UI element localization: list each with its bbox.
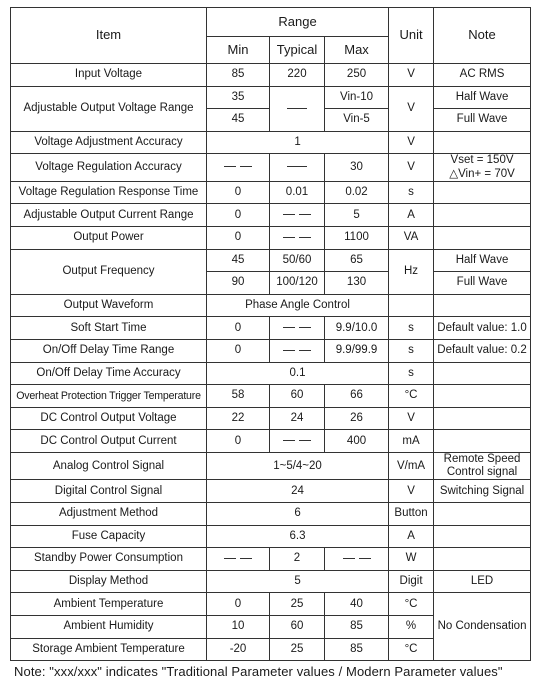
table-row bbox=[11, 181, 531, 204]
min-cell: 0 bbox=[207, 181, 270, 204]
spec-table bbox=[10, 7, 531, 661]
table-row bbox=[11, 317, 531, 340]
dash-mark bbox=[224, 558, 236, 559]
note-cell: AC RMS bbox=[434, 64, 531, 87]
max-cell: 9.9/10.0 bbox=[325, 317, 389, 340]
table-row bbox=[11, 525, 531, 548]
dash-mark bbox=[287, 166, 307, 167]
dash-mark bbox=[299, 327, 311, 328]
note-cell bbox=[434, 525, 531, 548]
header-max: Max bbox=[325, 37, 389, 64]
unit-cell: mA bbox=[389, 430, 434, 453]
unit-cell: Hz bbox=[389, 249, 434, 294]
item-cell: Output Waveform bbox=[11, 294, 207, 317]
unit-cell: V bbox=[389, 131, 434, 154]
range-cell: 1 bbox=[207, 131, 389, 154]
typical-cell: 2 bbox=[270, 548, 325, 571]
table-row bbox=[11, 294, 531, 317]
unit-cell: Button bbox=[389, 502, 434, 525]
max-cell: 40 bbox=[325, 593, 389, 616]
max-cell: 250 bbox=[325, 64, 389, 87]
note-cell bbox=[434, 131, 531, 154]
max-cell bbox=[325, 548, 389, 571]
min-cell: 22 bbox=[207, 407, 270, 430]
note-cell: LED bbox=[434, 570, 531, 593]
unit-cell bbox=[389, 294, 434, 317]
unit-cell: W bbox=[389, 548, 434, 571]
typical-cell bbox=[270, 317, 325, 340]
unit-cell: % bbox=[389, 615, 434, 638]
item-cell: Input Voltage bbox=[11, 64, 207, 87]
item-cell: Output Frequency bbox=[11, 249, 207, 294]
unit-cell: V bbox=[389, 86, 434, 131]
max-cell: 0.02 bbox=[325, 181, 389, 204]
range-cell: 6.3 bbox=[207, 525, 389, 548]
note-line: Remote Speed bbox=[443, 452, 521, 465]
typical-cell bbox=[270, 86, 325, 131]
max-cell: 9.9/99.9 bbox=[325, 339, 389, 362]
dash-mark bbox=[299, 440, 311, 441]
note-line: Vset = 150V bbox=[450, 154, 514, 167]
typical-cell: 220 bbox=[270, 64, 325, 87]
table-row bbox=[11, 407, 531, 430]
dash-mark bbox=[283, 327, 295, 328]
max-cell: 85 bbox=[325, 638, 389, 661]
min-cell: 45 bbox=[207, 249, 270, 272]
min-cell: 0 bbox=[207, 593, 270, 616]
note-cell bbox=[434, 502, 531, 525]
item-cell: On/Off Delay Time Range bbox=[11, 339, 207, 362]
table-row bbox=[11, 227, 531, 250]
typical-cell bbox=[270, 339, 325, 362]
item-cell: Ambient Temperature bbox=[11, 593, 207, 616]
max-cell: 30 bbox=[325, 154, 389, 181]
unit-cell: Digit bbox=[389, 570, 434, 593]
typical-cell bbox=[270, 227, 325, 250]
table-row bbox=[11, 131, 531, 154]
note-cell: Switching Signal bbox=[434, 480, 531, 503]
min-cell: 0 bbox=[207, 227, 270, 250]
typical-cell bbox=[270, 204, 325, 227]
item-cell: On/Off Delay Time Accuracy bbox=[11, 362, 207, 385]
unit-cell: °C bbox=[389, 593, 434, 616]
min-cell: 45 bbox=[207, 109, 270, 132]
item-cell: Storage Ambient Temperature bbox=[11, 638, 207, 661]
item-cell: Ambient Humidity bbox=[11, 615, 207, 638]
note-cell bbox=[434, 227, 531, 250]
item-cell: Display Method bbox=[11, 570, 207, 593]
dash-mark bbox=[283, 350, 295, 351]
min-cell: 0 bbox=[207, 430, 270, 453]
item-cell: Adjustable Output Current Range bbox=[11, 204, 207, 227]
min-cell: 0 bbox=[207, 317, 270, 340]
note-cell: Full Wave bbox=[434, 272, 531, 295]
dash-mark bbox=[299, 237, 311, 238]
typical-cell bbox=[270, 430, 325, 453]
item-cell: Standby Power Consumption bbox=[11, 548, 207, 571]
table-row bbox=[11, 385, 531, 408]
range-cell: Phase Angle Control bbox=[207, 294, 389, 317]
table-row bbox=[11, 86, 531, 109]
note-cell: Half Wave bbox=[434, 249, 531, 272]
unit-cell: V bbox=[389, 154, 434, 181]
table-row bbox=[11, 480, 531, 503]
dash-mark bbox=[299, 214, 311, 215]
item-cell: Soft Start Time bbox=[11, 317, 207, 340]
dash-mark bbox=[287, 108, 307, 109]
footer-note: Note: "xxx/xxx" indicates "Traditional Parameter values / Modern Parameter values" bbox=[14, 664, 503, 679]
note-cell: Half Wave bbox=[434, 86, 531, 109]
item-cell: Analog Control Signal bbox=[11, 452, 207, 479]
max-cell: 85 bbox=[325, 615, 389, 638]
note-cell bbox=[434, 385, 531, 408]
typical-cell: 25 bbox=[270, 593, 325, 616]
dash-mark bbox=[343, 558, 355, 559]
item-cell: Voltage Adjustment Accuracy bbox=[11, 131, 207, 154]
item-cell: Adjustable Output Voltage Range bbox=[11, 86, 207, 131]
typical-cell: 25 bbox=[270, 638, 325, 661]
min-cell: 0 bbox=[207, 204, 270, 227]
note-cell bbox=[434, 294, 531, 317]
typical-cell: 50/60 bbox=[270, 249, 325, 272]
item-cell: Fuse Capacity bbox=[11, 525, 207, 548]
typical-cell bbox=[270, 154, 325, 181]
typical-cell: 0.01 bbox=[270, 181, 325, 204]
min-cell: 35 bbox=[207, 86, 270, 109]
header-note: Note bbox=[434, 8, 531, 64]
table-row bbox=[11, 452, 531, 479]
note-cell bbox=[434, 407, 531, 430]
min-cell bbox=[207, 154, 270, 181]
min-cell: 0 bbox=[207, 339, 270, 362]
table-row bbox=[11, 548, 531, 571]
item-cell: Adjustment Method bbox=[11, 502, 207, 525]
unit-cell: V bbox=[389, 480, 434, 503]
max-cell: 1100 bbox=[325, 227, 389, 250]
header-item: Item bbox=[11, 8, 207, 64]
note-cell bbox=[434, 548, 531, 571]
unit-cell: V bbox=[389, 407, 434, 430]
min-cell: 10 bbox=[207, 615, 270, 638]
dash-mark bbox=[283, 237, 295, 238]
item-cell: Output Power bbox=[11, 227, 207, 250]
max-cell: 130 bbox=[325, 272, 389, 295]
max-cell: 400 bbox=[325, 430, 389, 453]
item-cell: Voltage Regulation Accuracy bbox=[11, 154, 207, 181]
unit-cell: s bbox=[389, 181, 434, 204]
max-cell: Vin-10 bbox=[325, 86, 389, 109]
dash-mark bbox=[224, 166, 236, 167]
table-row bbox=[11, 502, 531, 525]
typical-cell: 100/120 bbox=[270, 272, 325, 295]
table-row bbox=[11, 362, 531, 385]
table-row bbox=[11, 64, 531, 87]
table-row bbox=[11, 430, 531, 453]
note-cell bbox=[434, 362, 531, 385]
range-cell: 6 bbox=[207, 502, 389, 525]
table-row bbox=[11, 593, 531, 616]
note-cell: Full Wave bbox=[434, 109, 531, 132]
header-range: Range bbox=[207, 8, 389, 37]
max-cell: 26 bbox=[325, 407, 389, 430]
range-cell: 5 bbox=[207, 570, 389, 593]
unit-cell: V bbox=[389, 64, 434, 87]
dash-mark bbox=[359, 558, 371, 559]
note-cell bbox=[434, 430, 531, 453]
max-cell: Vin-5 bbox=[325, 109, 389, 132]
table-row bbox=[11, 204, 531, 227]
table-row bbox=[11, 570, 531, 593]
header-unit: Unit bbox=[389, 8, 434, 64]
unit-cell: VA bbox=[389, 227, 434, 250]
note-cell: No Condensation bbox=[434, 593, 531, 661]
header-typical: Typical bbox=[270, 37, 325, 64]
note-cell: Default value: 0.2 bbox=[434, 339, 531, 362]
max-cell: 5 bbox=[325, 204, 389, 227]
unit-cell: s bbox=[389, 339, 434, 362]
range-cell: 24 bbox=[207, 480, 389, 503]
range-cell: 1~5/4~20 bbox=[207, 452, 389, 479]
table-row bbox=[11, 249, 531, 272]
range-cell: 0.1 bbox=[207, 362, 389, 385]
min-cell: -20 bbox=[207, 638, 270, 661]
note-cell bbox=[434, 154, 531, 181]
table-row bbox=[11, 154, 531, 181]
max-cell: 66 bbox=[325, 385, 389, 408]
note-cell: Default value: 1.0 bbox=[434, 317, 531, 340]
note-line: Control signal bbox=[446, 466, 518, 479]
note-cell bbox=[434, 204, 531, 227]
note-cell bbox=[434, 181, 531, 204]
typical-cell: 60 bbox=[270, 615, 325, 638]
item-cell: Voltage Regulation Response Time bbox=[11, 181, 207, 204]
unit-cell: V/mA bbox=[389, 452, 434, 479]
min-cell: 90 bbox=[207, 272, 270, 295]
dash-mark bbox=[299, 350, 311, 351]
min-cell: 58 bbox=[207, 385, 270, 408]
max-cell: 65 bbox=[325, 249, 389, 272]
note-cell bbox=[434, 452, 531, 479]
item-cell: Digital Control Signal bbox=[11, 480, 207, 503]
dash-mark bbox=[283, 440, 295, 441]
unit-cell: A bbox=[389, 204, 434, 227]
unit-cell: °C bbox=[389, 638, 434, 661]
unit-cell: s bbox=[389, 362, 434, 385]
item-cell: DC Control Output Voltage bbox=[11, 407, 207, 430]
header-min: Min bbox=[207, 37, 270, 64]
unit-cell: s bbox=[389, 317, 434, 340]
unit-cell: °C bbox=[389, 385, 434, 408]
dash-mark bbox=[283, 214, 295, 215]
typical-cell: 24 bbox=[270, 407, 325, 430]
dash-mark bbox=[240, 558, 252, 559]
item-cell: DC Control Output Current bbox=[11, 430, 207, 453]
item-cell: Overheat Protection Trigger Temperature bbox=[11, 385, 207, 408]
min-cell: 85 bbox=[207, 64, 270, 87]
unit-cell: A bbox=[389, 525, 434, 548]
typical-cell: 60 bbox=[270, 385, 325, 408]
note-line: △Vin+ = 70V bbox=[449, 167, 515, 180]
min-cell bbox=[207, 548, 270, 571]
dash-mark bbox=[240, 166, 252, 167]
table-row bbox=[11, 339, 531, 362]
